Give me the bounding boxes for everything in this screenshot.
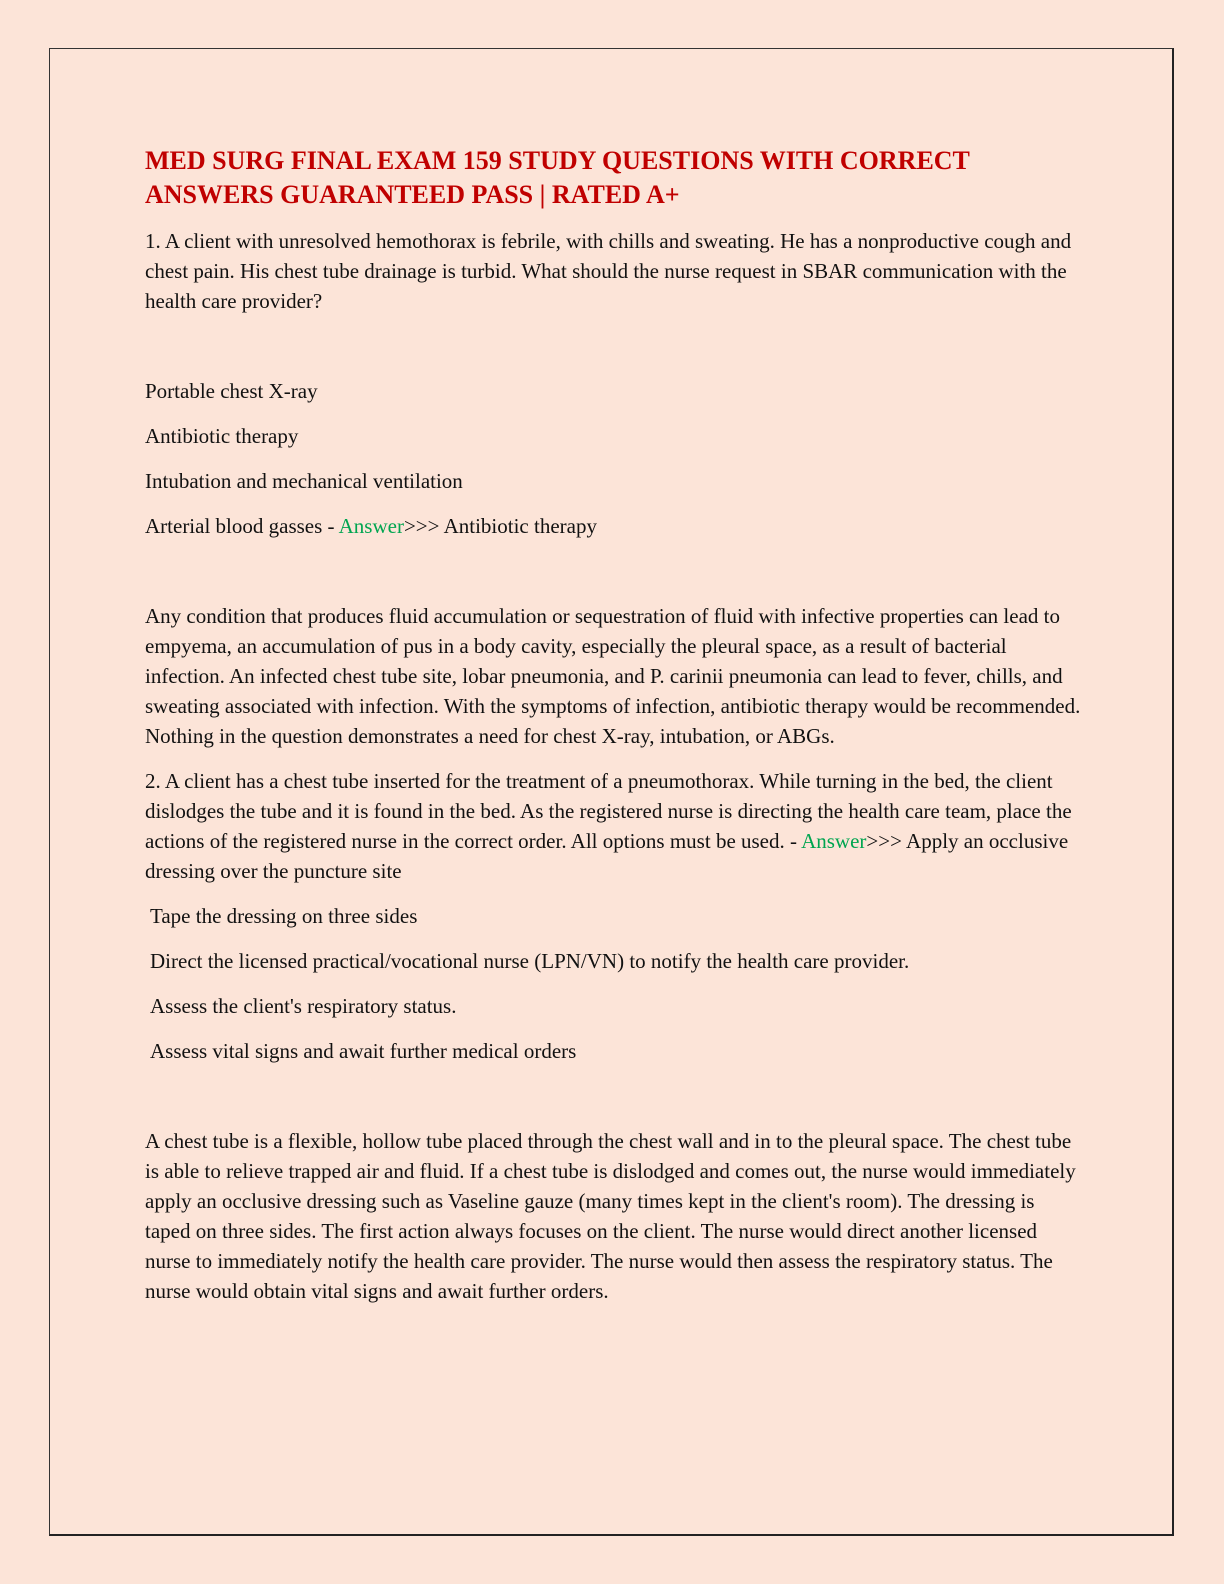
question-1-option-4-with-answer <box>145 511 1085 541</box>
question-1-answer: >>> Antibiotic therapy <box>403 514 597 538</box>
question-1-option-1: Portable chest X-ray <box>145 379 318 403</box>
answer-label: Answer <box>801 829 867 853</box>
question-2-text-with-answer <box>145 766 1085 886</box>
question-2-rationale: A chest tube is a flexible, hollow tube placed through the chest wall and in to the pleural space. The chest tube is able to relieve trapped air and fluid. If a chest tube is dislodged and comes out, the nurse would immediately apply an occlusive dressing such as Vaseline gauze (many times kept in the client's room). The dressing is taped on three sides. The first action always focuses on the client. The nurse would direct another licensed nurse to immediately notify the health care provider. The nurse would then assess the respiratory status. The nurse would obtain vital signs and await further orders. <box>145 1129 1076 1303</box>
question-2-step-5: Assess vital signs and await further medical orders <box>150 1039 577 1063</box>
answer-label: Answer <box>338 514 404 538</box>
question-1-option-3: Intubation and mechanical ventilation <box>145 469 463 493</box>
question-2-answer: >>> Apply an occlusive dressing over the puncture site <box>145 829 1069 883</box>
document-body <box>145 144 1085 1306</box>
document-title <box>145 144 1085 212</box>
question-1-option-4: Arterial blood gasses - <box>145 514 339 538</box>
question-1-option-2: Antibiotic therapy <box>145 424 299 448</box>
question-1-text: 1. A client with unresolved hemothorax is febrile, with chills and sweating. He has a nonproductive cough and chest pain. His chest tube drainage is turbid. What should the nurse request in SBAR communication with the health care provider? <box>145 229 1072 313</box>
title-line-1: MED SURG FINAL EXAM 159 STUDY QUESTIONS WITH CORRECT <box>145 146 970 175</box>
question-2-text: 2. A client has a chest tube inserted for the treatment of a pneumothorax. While turning in the bed, the client dislodges the tube and it is found in the bed. As the registered nurse is directing the health care team, place the actions of the registered nurse in the correct order. All options must be used. - <box>145 769 1072 853</box>
question-1-rationale: Any condition that produces fluid accumulation or sequestration of fluid with infective properties can lead to empyema, an accumulation of pus in a body cavity, especially the pleural space, as a result of bacterial infection. An infected chest tube site, lobar pneumonia, and P. carinii pneumonia can lead to fever, chills, and sweating associated with infection. With the symptoms of infection, antibiotic therapy would be recommended. Nothing in the question demonstrates a need for chest X-ray, intubation, or ABGs. <box>145 604 1081 748</box>
question-2-step-2: Tape the dressing on three sides <box>150 904 418 928</box>
title-line-2: ANSWERS GUARANTEED PASS | RATED A+ <box>145 180 680 209</box>
question-2-step-4: Assess the client's respiratory status. <box>150 994 457 1018</box>
question-2-step-3: Direct the licensed practical/vocational nurse (LPN/VN) to notify the health care provider. <box>150 949 910 973</box>
